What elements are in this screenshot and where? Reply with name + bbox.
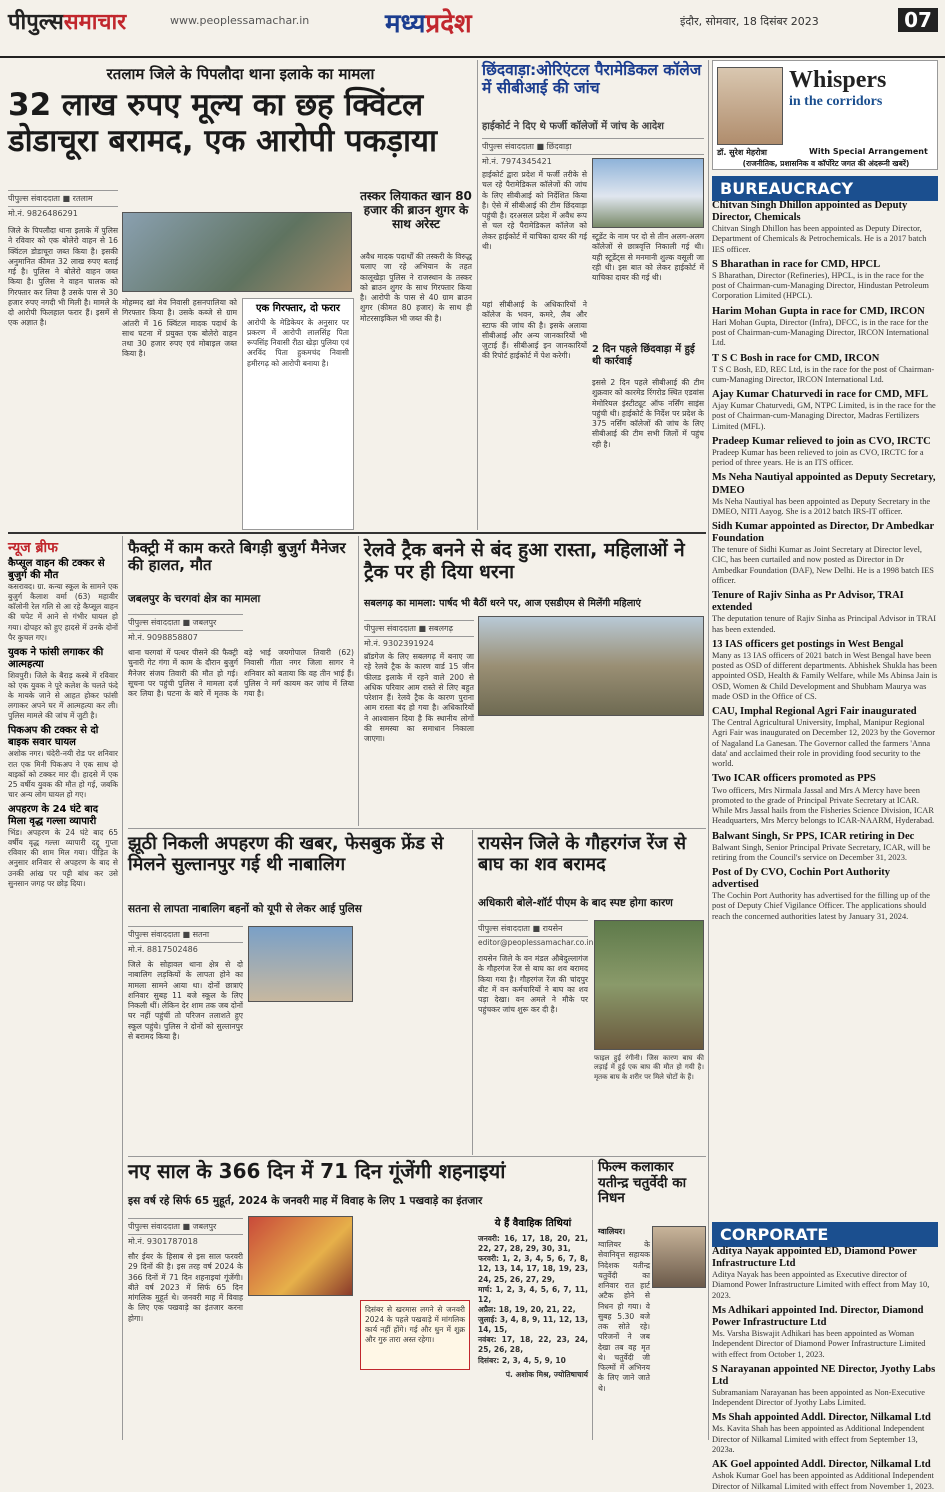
whispers-title: Whispers in the corridors <box>789 67 887 109</box>
news-item-headline: Ms Shah appointed Addl. Director, Nilkamal Ltd <box>712 1412 931 1424</box>
wedding-date-row: फरवरी: 1, 2, 3, 4, 5, 6, 7, 8, 12, 13, 14, 17, 18, 19, 23, 24, 25, 26, 27, 29, <box>478 1254 588 1284</box>
news-item <box>8 558 118 643</box>
story6-deck: अधिकारी बोले-शॉर्ट पीएम के बाद स्पष्ट होगा कारण <box>478 897 673 909</box>
news-item <box>712 200 938 255</box>
story2-body-col1b: यहां सीबीआई के अधिकारियों ने कॉलेज के भवन, कमरे, लैब और स्टाफ की जांच की है। इसके अलावा सीबीआई और अन्य जानकारियों भी जुटाई हैं। सीबीआई इन जानकारियों की रिपोर्ट हाईकोर्ट में पेश करेगी। <box>482 300 587 361</box>
story2-body-col3: इससे 2 दिन पहले सीबीआई की टीम शुक्रवार को कारमेड रिंगरोड स्थित एडवांस मेमोरियल इंस्टीट्यूट ऑफ नर्सिंग साइंस पहुंची थी। हाईकोर्ट के निर्देश पर प्रदेश के 375 नर्सिंग कॉलेजों की जांच के लिए सीबीआई की टीम सभी जिलों में पहुंच रही है। <box>592 378 704 449</box>
news-item <box>712 259 938 302</box>
story5-body: जिले के सोहावल थाना क्षेत्र से दो नाबालिग लड़कियों के लापता होने का मामला सामने आया था। दोनों छात्राएं शनिवार सुबह 11 बजे स्कूल के लिए निकली थीं। लेकिन देर शाम तक जब दोनों घर नहीं पहुंचीं तो परिजन तलाशते हुए स्कूल पहुंचे। पुलिस ने दोनों को सुल्तानपुर से बरामद किया है। <box>128 960 243 1041</box>
news-item-body: T S C Bosh, ED, REC Ltd, is in the race for the post of Chairman-cum-Managing Director, IRCON International Ltd. <box>712 364 935 384</box>
news-item-body: Pradeep Kumar has been relieved to join as CVO, IRCTC for a period of three years. He is an ITS officer. <box>712 447 924 468</box>
brand-part-a: पीपुल्स <box>8 10 64 35</box>
bureaucracy-list <box>712 200 938 1218</box>
story1-byline: पीपुल्स संवाददाता ■ रतलाम <box>8 190 118 207</box>
story1-box-head: एक गिरफ्तार, दो फरार <box>256 303 340 314</box>
wedding-dates-list <box>478 1234 588 1366</box>
story5-deck: सतना से लापता नाबालिग बहनों को यूपी से लेकर आई पुलिस <box>128 903 362 915</box>
news-item <box>712 521 938 586</box>
news-item-headline: CAU, Imphal Regional Agri Fair inaugurated <box>712 706 917 718</box>
bureaucracy-banner: BUREAUCRACY <box>712 176 938 201</box>
story3-body: थाना चरगवां में पत्थर पीसने की फैक्ट्री चुनारी गेट गंगा में काम के दौरान बुजुर्ग मैनेजर संजय तिवारी की मौत हो गई। सूचना पर पहुंची पुलिस ने मामला दर्ज कर लिया है। घटना के बारे में मृतक के बड़े भाई जयगोपाल तिवारी (62) निवासी गीता नगर जिला सागर ने शनिवार को बताया कि वह तीन भाई हैं। पुलिस ने मर्ग कायम कर जांच में लिया गया है। <box>128 648 354 698</box>
website-link[interactable]: www.peoplessamachar.in <box>170 14 310 27</box>
story2-byline: पीपुल्स संवाददाता ■ छिंदवाड़ा <box>482 138 704 155</box>
news-item-headline: Aditya Nayak appointed ED, Diamond Power Infrastructure Ltd <box>712 1246 917 1270</box>
story5-headline: झूठी निकली अपहरण की खबर, फेसबुक फ्रेंड से मिलने सुल्तानपुर गई थी नाबालिग <box>128 833 444 875</box>
story8-place: ग्वालियर। <box>598 1227 626 1236</box>
news-brief-banner: न्यूज ब्रीफ <box>8 540 58 556</box>
news-item-headline: युवक ने फांसी लगाकर की आत्महत्या <box>8 646 104 670</box>
wedding-dates-title: ये हैं वैवाहिक तिथियां <box>494 1218 572 1229</box>
news-item <box>8 725 118 800</box>
story3-byline: पीपुल्स संवाददाता ■ जबलपुर <box>128 614 243 631</box>
news-item-headline: Sidh Kumar appointed as Director, Dr Ambedkar Foundation <box>712 521 934 545</box>
news-item-body: Two officers, Mrs Nirmala Jassal and Mrs A Mercy have been promoted to the grade of Principal Private Secretary at ICAR. While Mrs Jassal hails from the Fisheries Science Division, ICAR Headquarters, Mrs Mercy belongs to ICAR-NAARM, Hyderabad. <box>712 785 935 826</box>
story3-headline: फैक्ट्री में काम करते बिगड़ी बुजुर्ग मैनेजर की हालत, मौत <box>128 539 346 575</box>
news-item <box>712 590 938 635</box>
news-item-headline: Tenure of Rajiv Sinha as Pr Advisor, TRAI extended <box>712 590 904 614</box>
news-item-headline: पिकअप की टक्कर से दो बाइक सवार घायल <box>8 725 99 749</box>
wedding-date-row: अप्रैल: 18, 19, 20, 21, 22, <box>478 1304 576 1314</box>
brief-divider <box>122 536 123 1440</box>
news-item <box>712 706 938 769</box>
story6-body: रायसेन जिले के वन मंडल औबेदुल्लागंज के गौहरगंज रेंज से बाघ का शव बरामद किया गया है। गौहरगंज रेंज की चांदपुर बीट में वन कर्मचारियों ने बाघ का शव पड़ा देखा। वन अमले ने मौके पर पहुंचकर जांच शुरू कर दी है। <box>478 954 588 1015</box>
news-item-body: Chitvan Singh Dhillon has been appointed as Deputy Director, Department of Chemicals & Petrochemicals. He is a 2017 batch IES officer. <box>712 224 927 254</box>
news-item <box>712 472 938 517</box>
story2-body-col2: स्टूडेंट के नाम पर दो से तीन अलग-अलग कॉलेजों से छात्रवृत्ति निकाली गई थी। यही स्टूडेंट्स से मनमानी शुल्क वसूली जा रही थी। इस बात को लेकर हाईकोर्ट में याचिका दायर की गई थी। <box>592 232 704 282</box>
horizontal-rule-3 <box>128 1156 706 1157</box>
sidebar-divider <box>708 60 709 1440</box>
story-divider <box>358 536 359 826</box>
whispers-column-header <box>712 60 938 170</box>
news-item-headline: 13 IAS officers get postings in West Bengal <box>712 638 904 650</box>
story1-body-col1: जिले के पिपलौदा थाना इलाके में पुलिस ने रविवार को एक बोलेरो वाहन से 16 क्विंटल डोडाचूरा जब्त किया है। इसकी अनुमानित कीमत 32 लाख रुपए बताई गई है। पुलिस ने बोलेरो वाहन जब्त किया है। पुलिस ने वाहन चालक को गिरफ्तार कर लिया है उसके पास से 30 हजार रुपए नगदी भी मिली है। मामले के दो आरोपी फिलहाल फरार हैं। इसमें से एक अज्ञात है। <box>8 226 118 328</box>
news-item-body: Aditya Nayak has been appointed as Executive director of Diamond Power Infrastructure Limited with effect from May 10, 2023. <box>712 1270 930 1300</box>
news-item-body: The deputation tenure of Rajiv Sinha as Principal Advisor in TRAI has been extended. <box>712 614 937 634</box>
news-item-body: Ms. Kavita Shah has been appointed as Additional Independent Director of Nilkamal Limited with effect from September 13, 2023a. <box>712 1424 925 1454</box>
news-item-body: भिंड। अपहरण के 24 घंटे बाद 65 वर्षीय वृद्ध गल्ला व्यापारी दद्दू गुप्ता रविवार की शाम मिल गया। पीड़ित के अनुसार शनिवार से अपहरण के बाद से उनकी आंख पर पट्टी बांध कर उसे सुनसान जगह पर छोड़ दिया। <box>8 828 118 888</box>
news-item-headline: AK Goel appointed Addl. Director, Nilkamal Ltd <box>712 1459 931 1471</box>
news-item <box>712 1246 938 1301</box>
wedding-date-row: जनवरी: 16, 17, 18, 20, 21, 22, 27, 28, 29, 30, 31, <box>478 1234 588 1254</box>
section-part-b: प्रदेश <box>425 9 472 39</box>
news-item <box>712 1364 938 1409</box>
wedding-date-row: मार्च: 1, 2, 3, 4, 5, 6, 7, 11, 12, <box>478 1284 588 1304</box>
story1-body-col2: मोहम्मद खां मेव निवासी हसनपालिया को गिरफ्तार किया है। उसके कब्जे से ग्राम आंतरी में 16 क्विंटल मादक पदार्थ के साथ घटना में प्रयुक्त एक बोलेरो वाहन तथा 30 हजार रुपए एवं मोबाइल जब्त किया है। <box>122 298 237 359</box>
news-brief-list <box>8 558 118 1440</box>
tiger-carcass-photo <box>594 920 704 1050</box>
story3-phone: मो.नं. 9098858807 <box>128 633 198 642</box>
news-item <box>712 831 938 864</box>
news-item <box>712 306 938 349</box>
whispers-tagline: (राजनीतिक, प्रशासनिक व कॉर्पोरेट जगत की अंदरूनी खबरें) <box>742 159 910 168</box>
story2-phone: मो.नं. 7974345421 <box>482 157 552 166</box>
corporate-banner: CORPORATE <box>712 1222 938 1247</box>
story8-headline: फिल्म कलाकार यतीन्द्र चतुर्वेदी का निधन <box>598 1159 687 1207</box>
wedding-photo <box>248 1216 353 1296</box>
news-item-body: S Bharathan, Director (Refineries), HPCL, is in the race for the post of Chairman-cum-Managing Director, Hindustan Petroleum Corporation Limited (HPCL). <box>712 270 929 301</box>
news-item-headline: Two ICAR officers promoted as PPS <box>712 773 876 785</box>
horizontal-rule <box>8 532 706 534</box>
news-item-headline: S Narayanan appointed NE Director, Jyothy Labs Ltd <box>712 1363 936 1387</box>
story1-kicker: रतलाम जिले के पिपलौदा थाना इलाके का मामला <box>106 65 375 83</box>
story2-deck: हाईकोर्ट ने दिए थे फर्जी कॉलेजों में जांच के आदेश <box>482 121 664 132</box>
story7-callout-box <box>360 1300 470 1370</box>
news-item <box>712 389 938 432</box>
news-item-headline: Post of Dy CVO, Cochin Port Authority advertised <box>712 867 890 891</box>
wedding-date-row: दिसंबर: 2, 3, 4, 5, 9, 10 <box>478 1355 566 1365</box>
news-item-body: Ajay Kumar Chaturvedi, GM, NTPC Limited, is in the race for the post of Chairman-cum-Managing Director, Madras Fertilizers Limited (MFL). <box>712 401 936 431</box>
author-name: डॉ. सुरेश मेहरोत्रा <box>717 148 767 157</box>
news-item <box>712 436 938 469</box>
section-title <box>385 4 472 40</box>
news-item-headline: Ms Adhikari appointed Ind. Director, Diamond Power Infrastructure Ltd <box>712 1304 924 1328</box>
story6-headline: रायसेन जिले के गौहरगंज रेंज से बाघ का शव बरामद <box>478 833 687 875</box>
news-item-body: शिवपुरी। जिले के बैराड़ कस्बे में रविवार को एक युवक ने पूरे कलेश के चलते फंदे के मायके जाने से आहत होकर फांसी लगाकर अपने घर में आत्महत्या कर ली। पुलिस मामले की जांच में जुटी है। <box>8 670 118 721</box>
story5-phone: मो.नं. 8817502486 <box>128 945 198 954</box>
story1-box-body: आरोपी के मेडिकेयर के अनुसार पर प्रकरण में आरोपी लालसिंह पिता रूपसिंह निवासी रीठा खेड़ा पुलिया एवं अरविंद पिता हुकमचंद निवासी हमीरगढ़ को आरोपी बनाया है। <box>247 318 349 368</box>
news-item <box>712 1412 938 1455</box>
news-item-headline: Ajay Kumar Chaturvedi in race for CMD, MFL <box>712 389 928 401</box>
story6-email: editor@peoplessamachar.co.in <box>478 938 594 947</box>
story4-headline: रेलवे ट्रैक बनने से बंद हुआ रास्ता, महिलाओं ने ट्रैक पर ही दिया धरना <box>364 539 685 583</box>
police-girls-photo <box>248 926 353 1002</box>
news-item <box>712 867 938 922</box>
story1-phone: मो.नं. 9826486291 <box>8 209 78 218</box>
story2-headline: छिंदवाड़ा:ओरिएंटल पैरामेडिकल कॉलेज में सीबीआई की जांच <box>482 61 702 97</box>
news-item-body: अशोक नगर। चंदेरी-नयी रोड पर शनिवार रात एक मिनी पिकअप ने एक साथ दो बाइकों को टक्कर मार दी। हादसे में एक 25 वर्षीय युवक की मौत हो गई, जबकि चार अन्य लोग घायल हो गए। <box>8 749 118 799</box>
story1-body-col4: अवैध मादक पदार्थों की तस्करी के विरुद्ध चलाए जा रहे अभियान के तहत कालूखेड़ा पुलिस ने राजस्थान के तस्कर को ब्राउन शुगर के साथ गिरफ्तार किया है। आरोपी के पास से 40 ग्राम ब्राउन शुगर (कीमत 80 हजार) के साथ ही मोटरसाइकिल भी जब्त की है। <box>360 252 472 323</box>
news-item-headline: अपहरण के 24 घंटे बाद मिला वृद्ध गल्ला व्यापारी <box>8 804 99 827</box>
news-item <box>8 647 118 722</box>
author-photo <box>717 67 783 145</box>
corporate-list <box>712 1246 938 1491</box>
column-divider <box>477 60 478 530</box>
story8-body: ग्वालियर के सेवानिवृत्त सहायक निदेशक यतीन्द्र चतुर्वेदी का शनिवार रात हार्ट अटैक होने से निधन हो गया। वे सुबह 5.30 बजे तक सोते रहे। परिजनों ने जब देखा तब वह मृत थे। चतुर्वेदी जी फिल्मों में अभिनय के लिए जाने जाते थे। <box>598 1240 650 1393</box>
actor-photo <box>652 1226 706 1288</box>
section-part-a: मध्य <box>385 9 426 39</box>
news-item-headline: Balwant Singh, Sr PPS, ICAR retiring in Dec <box>712 830 915 842</box>
protest-photo <box>478 616 704 716</box>
tiger-photo-caption: फाइल हुई रंगीनी। जिस कारण बाघ की लड़ाई में हुई एक बाघ की मौत हो गयी है। मृतक बाघ के शरीर पर मिले चोटों के हैं। <box>594 1054 704 1081</box>
special-arrangement: With Special Arrangement <box>809 147 928 156</box>
masthead <box>0 0 945 58</box>
brand-part-b: समाचार <box>63 10 127 35</box>
news-item-body: Ms. Varsha Biswajit Adhikari has been appointed as Woman Independent Director of Diamond Power Infrastructure Limited with effect from October 1, 2023. <box>712 1329 926 1359</box>
police-seizure-photo <box>122 212 352 292</box>
story2-subhead: 2 दिन पहले छिंदवाड़ा में हुई थी कार्रवाई <box>592 344 695 367</box>
news-item-headline: T S C Bosh in race for CMD, IRCON <box>712 352 880 364</box>
story1-box <box>242 298 354 530</box>
news-item-headline: कैप्सूल वाहन की टक्कर से बुजुर्ग की मौत <box>8 558 105 581</box>
story7-deck: इस वर्ष रहे सिर्फ 65 मुहूर्त, 2024 के जनवरी माह में विवाह के लिए 1 पखवाड़े का इंतजार <box>128 1195 483 1207</box>
news-item-headline: Ms Neha Nautiyal appointed as Deputy Secretary, DMEO <box>712 472 936 496</box>
story7-headline: नए साल के 366 दिन में 71 दिन गूंजेंगी शहनाइयां <box>128 1159 506 1183</box>
wedding-dates-box <box>478 1218 588 1440</box>
news-item-body: The Cochin Port Authority has advertised for the filling up of the post of Deputy Chief Vigilance Officer. The applications should reach the concerned authorities latest by January 31, 2024. <box>712 891 930 921</box>
wedding-date-row: जुलाई: 3, 4, 8, 9, 11, 12, 13, 14, 15, <box>478 1315 588 1335</box>
news-item-body: Ashok Kumar Goel has been appointed as Additional Independent Director of Nilkamal Limited with effect from November 1, 2023. <box>712 1471 934 1491</box>
college-building-photo <box>592 158 704 228</box>
news-item-body: The Central Agricultural University, Imphal, Manipur Regional Agri Fair was inaugurated on December 12, 2023 by the Governor of Nagaland La Ganesan. The Governor called the farmers 'Anna data' and acclaimed their role in providing food security to the world. <box>712 718 936 769</box>
story1-subhead: तस्कर लियाकत खान 80 हजार की ब्राउन शुगर के साथ अरेस्ट <box>360 189 472 231</box>
story6-byline: पीपुल्स संवाददाता ■ रायसेन <box>478 920 588 937</box>
news-item <box>712 639 938 702</box>
news-item-body: Hari Mohan Gupta, Director (Infra), DFCC, is in the race for the post of Chairman-cum-Managing Director, IRCON International Ltd. <box>712 317 929 348</box>
news-item-headline: S Bharathan in race for CMD, HPCL <box>712 258 881 270</box>
story-divider-3 <box>592 1160 593 1440</box>
news-item <box>8 804 118 889</box>
story7-callout: दिसंबर से खरमास लगने से जनवरी 2024 के पहले पखवाड़े में मांगलिक कार्य नहीं होंगे। गई और धुन में शुक्र और गुरु तारा अस्त रहेगा। <box>365 1305 465 1345</box>
horizontal-rule-2 <box>128 828 706 829</box>
news-item-body: Many as 13 IAS officers of 2021 batch in West Bengal have been posted as OSD of different departments. Abhishek Shukla has been appointed OSD, Health & Family Welfare, while Ms Abinsa Jain is OSD, Women & Child Development and Shubham Maurya was made OSD in the Office of CS. <box>712 650 938 701</box>
news-item-headline: Pradeep Kumar relieved to join as CVO, IRCTC <box>712 435 931 447</box>
story4-byline: पीपुल्स संवाददाता ■ सबलगढ़ <box>364 620 474 637</box>
story4-deck: सबलगढ़ का मामला: पार्षद भी बैठीं धरने पर, आज एसडीएम से मिलेंगी महिलाएं <box>364 598 641 609</box>
news-item <box>712 1459 938 1492</box>
story7-byline: पीपुल्स संवाददाता ■ जबलपुर <box>128 1218 243 1235</box>
story3-deck: जबलपुर के चरगवां क्षेत्र का मामला <box>128 593 261 605</box>
story4-phone: मो.नं. 9302391924 <box>364 639 434 648</box>
news-item-body: Subramaniam Narayanan has been appointed as Non-Executive Independent Director of Jyothy Labs Limited. <box>712 1387 926 1408</box>
newspaper-logo <box>8 6 126 36</box>
story5-byline: पीपुल्स संवाददाता ■ सतना <box>128 926 243 943</box>
news-item-body: कसरावद। ग्रा. कन्या स्कूल के सामने एक बुजुर्ग कैलाश वर्मा (63) महावीर कॉलोनी रेल गलि से आ रहे कैप्सूल वाहन की चपेट में आने से गंभीर घायल हो गया। दोपहर को हुए हादसे में उनके दोनों पैर कुचल गए। <box>8 582 118 642</box>
story7-phone: मो.नं. 9301787018 <box>128 1237 198 1246</box>
news-item-body: Balwant Singh, Senior Principal Private Secretary, ICAR, will be retiring from the Council's service on December 31, 2023. <box>712 842 931 862</box>
wedding-date-row: नवंबर: 17, 18, 22, 23, 24, 25, 26, 28, <box>478 1335 588 1355</box>
story7-body: सौर ईयर के हिसाब से इस साल फरवरी 29 दिनों की है। इस तरह वर्ष 2024 के 366 दिनों में 71 दिन शहनाइयां गूंजेंगी। बीते वर्ष 2023 में सिर्फ 65 दिन मांगलिक मुहूर्त थे। जनवरी माह में विवाह के लिए एक पखवाड़े का इंतजार करना होगा। <box>128 1252 243 1323</box>
page-number: 07 <box>898 8 938 32</box>
issue-date: इंदौर, सोमवार, 18 दिसंबर 2023 <box>680 15 819 28</box>
news-item <box>712 1305 938 1360</box>
news-item-headline: Chitvan Singh Dhillon appointed as Deputy Director, Chemicals <box>712 200 908 224</box>
news-item-body: The tenure of Sidhi Kumar as Joint Secretary at Director level, CIC, has been curtailed and now posted as Director in Dr Ambedkar Foundation (DAF), New Delhi. He is a 1998 batch IES officer. <box>712 545 934 585</box>
news-item-headline: Harim Mohan Gupta in race for CMD, IRCON <box>712 305 925 317</box>
story4-body: ब्रॉडगेज के लिए सबलगढ़ में बनाए जा रहे रेलवे ट्रैक के कारण वार्ड 15 जीन फीलड इलाके में रहने वाले 200 से अधिक परिवार आम रास्ते से लिए बहुत परेशान हैं। रेलवे ट्रैक के कारण पुराना आम रास्ता बंद हो गया है। अधिकारियों ने आश्वासन दिया है कि स्थानीय लोगों की समस्या का समाधान निकाला जाएगा। <box>364 652 474 743</box>
news-item <box>712 773 938 826</box>
story1-headline: 32 लाख रुपए मूल्य का छह क्विंटल डोडाचूरा बरामद, एक आरोपी पकड़ाया <box>8 87 437 159</box>
news-item <box>712 353 938 386</box>
astrologer-credit: पं. अशोक मिश्र, ज्योतिषाचार्य <box>505 1369 588 1379</box>
story-divider-2 <box>472 830 473 1155</box>
news-item-body: Ms Neha Nautiyal has been appointed as Deputy Secretary in the DMEO, NITI Aayog. She is a 2012 batch IRS-IT officer. <box>712 496 931 516</box>
story2-body-col1: हाईकोर्ट द्वारा प्रदेश में फर्जी तरीके से चल रहे पैरामेडिकल कॉलेजों की जांच के लिए सीबीआई को निर्देशित किया है। ऐसे में सीबीआई की टीम छिंदवाड़ा पहुंची है। दरअसल प्रदेश में अवैध रूप से चल रहे पैरामेडिकल कॉलेज को लेकर हाईकोर्ट में याचिका दायर की गई थी। <box>482 170 587 251</box>
